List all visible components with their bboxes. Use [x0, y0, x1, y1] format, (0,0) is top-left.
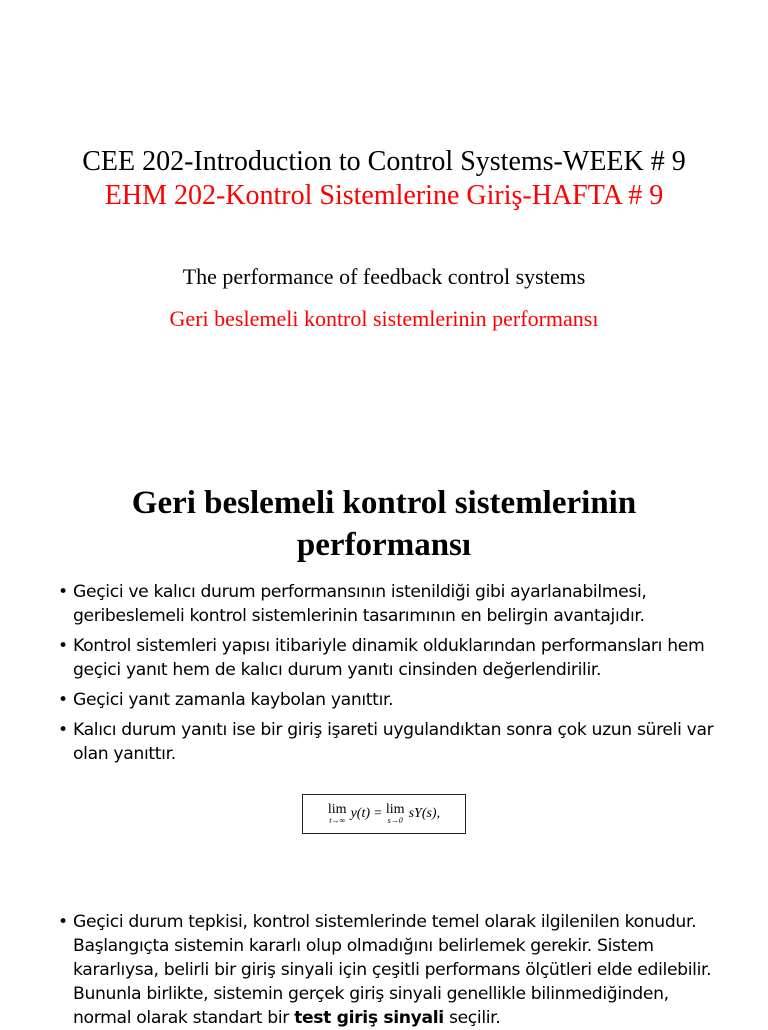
bullet-list-continued	[58, 910, 728, 1030]
course-title-turkish: EHM 202-Kontrol Sistemlerine Giriş-HAFTA # 9	[104, 180, 664, 211]
bullet-text-part: Geçici durum tepkisi, kontrol sistemlerinde temel olarak ilgilenilen konudur. Başlangıçta sistemin kararlı olup olmadığını belirlemek gerekir. Sistem kararlıysa, belirli bir giriş sinyali için çeşitli performans ölçütleri elde edilebilir. Bununla birlikte, sistemin gerçek giriş sinyali genellikle bilinmediğinden, normal olarak standart bir	[73, 912, 712, 1028]
bullet-text: Geçici ve kalıcı durum performansının istenildiği gibi ayarlanabilmesi, geribeslemeli kontrol sistemlerinin tasarımının en belirgin avantajıdır.	[73, 582, 647, 626]
slide-heading-line1: Geri beslemeli kontrol sistemlerinin	[131, 485, 637, 521]
limit-label: lim	[327, 801, 347, 817]
bullet-bold-term: test giriş sinyali	[294, 1008, 444, 1028]
formula-rhs: sY(s),	[408, 806, 441, 821]
bullet-dot: •	[58, 690, 68, 710]
bullet-item	[58, 580, 728, 628]
bullet-dot: •	[58, 720, 68, 740]
bullet-dot: •	[58, 582, 68, 602]
limit-subscript: s→0	[387, 815, 403, 825]
topic-subtitle-english: The performance of feedback control systems	[182, 264, 586, 289]
formula-equals: =	[374, 806, 382, 821]
limit-operator	[327, 801, 347, 825]
bullet-text: Kontrol sistemleri yapısı itibariyle dinamik olduklarından performansları hem geçici yanıt hem de kalıcı durum yanıtı cinsinden değerlendirilir.	[73, 636, 705, 680]
course-title-english: CEE 202-Introduction to Control Systems-WEEK # 9	[82, 146, 686, 177]
title-slide	[0, 0, 768, 432]
formula-lhs: y(t)	[350, 806, 370, 821]
bullet-list	[58, 580, 728, 772]
slide-heading-line2: performansı	[296, 527, 472, 563]
bullet-item	[58, 688, 728, 712]
bullet-text: Kalıcı durum yanıtı ise bir giriş işareti uygulandıktan sonra çok uzun süreli var olan yanıttır.	[73, 720, 714, 764]
bullet-text-part: seçilir.	[443, 1008, 501, 1028]
bullet-item	[58, 634, 728, 682]
bullet-item	[58, 910, 728, 1030]
bullet-dot: •	[58, 636, 68, 656]
bullet-text: Geçici yanıt zamanla kaybolan yanıttır.	[73, 690, 394, 710]
limit-operator	[385, 801, 405, 825]
content-slide	[0, 452, 768, 1028]
bullet-item	[58, 718, 728, 766]
topic-subtitle-turkish: Geri beslemeli kontrol sistemlerinin performansı	[169, 306, 599, 331]
bullet-dot: •	[58, 912, 68, 932]
limit-label: lim	[385, 801, 405, 817]
final-value-theorem-formula	[302, 794, 466, 834]
limit-subscript: t→∞	[329, 815, 346, 825]
slide-heading	[0, 482, 768, 566]
